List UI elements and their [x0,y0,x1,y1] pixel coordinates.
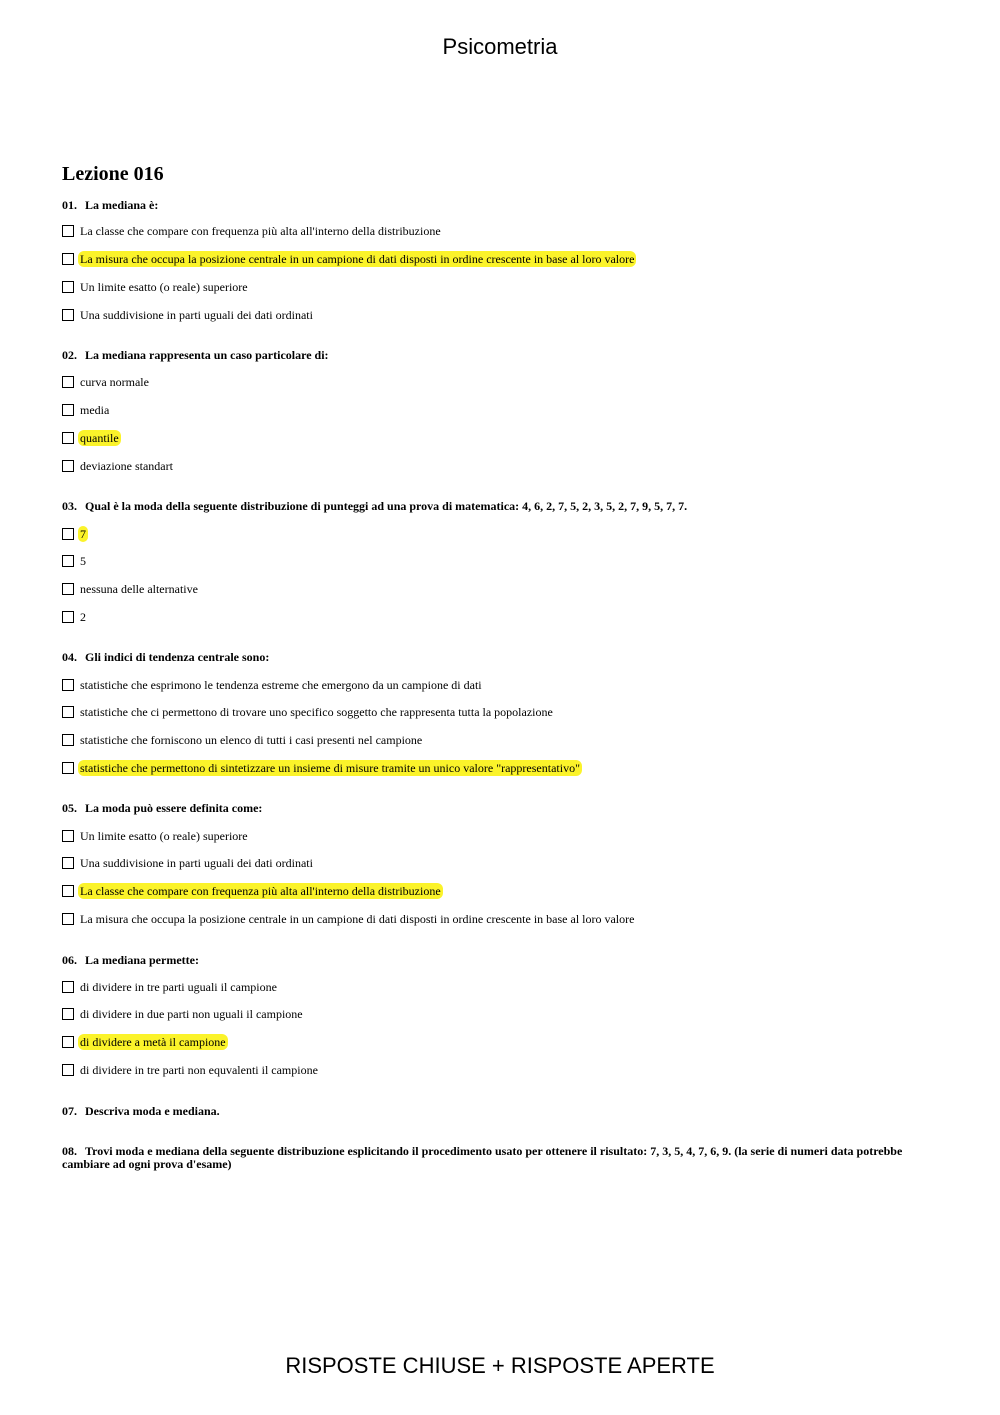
checkbox[interactable] [62,555,74,567]
question-08 [62,1145,922,1171]
answer-option[interactable] [62,609,88,625]
answer-option[interactable] [62,223,443,239]
checkbox[interactable] [62,528,74,540]
question-number: 04. [62,650,77,664]
checkbox[interactable] [62,253,74,265]
checkbox[interactable] [62,679,74,691]
question-text: Trovi moda e mediana della seguente distribuzione esplicitando il procedimento usato per ottenere il risultato: 7, 3, 5, 4, 7, 6, 9. (la serie di numeri data potrebbe cambiare ad ogni prova d'esame) [62,1144,903,1171]
option-text: Una suddivisione in parti uguali dei dati ordinati [80,856,313,870]
question-number: 01. [62,198,77,212]
answer-option[interactable] [62,732,424,748]
question-text: La moda può essere definita come: [85,801,263,815]
checkbox[interactable] [62,1036,74,1048]
answer-option[interactable] [62,526,88,542]
question-07 [62,1105,942,1118]
option-text: statistiche che esprimono le tendenza estreme che emergono da un campione di dati [80,678,482,692]
question-05 [62,801,942,926]
answer-option[interactable] [62,1062,320,1078]
option-text: La classe che compare con frequenza più alta all'interno della distribuzione [80,224,441,238]
question-heading [62,954,942,967]
question-06 [62,953,942,1077]
checkbox[interactable] [62,734,74,746]
question-text: La mediana rappresenta un caso particolare di: [85,348,329,362]
question-number: 06. [62,953,77,967]
option-text: 2 [80,610,86,624]
answer-option[interactable] [62,279,250,295]
checkbox[interactable] [62,981,74,993]
question-04 [62,650,942,775]
option-text-highlighted: di dividere a metà il campione [80,1035,226,1049]
page-footer-text: RISPOSTE CHIUSE + RISPOSTE APERTE [285,1353,715,1378]
answer-option[interactable] [62,1034,228,1050]
answer-option[interactable] [62,828,250,844]
question-02 [62,348,942,473]
option-text: deviazione standart [80,459,173,473]
question-heading [62,1145,922,1171]
answer-option[interactable] [62,979,279,995]
question-heading [62,500,942,513]
answer-option[interactable] [62,760,582,776]
checkbox[interactable] [62,1064,74,1076]
question-text: La mediana permette: [85,953,199,967]
answer-option[interactable] [62,704,555,720]
question-text: Gli indici di tendenza centrale sono: [85,650,270,664]
answer-option[interactable] [62,911,636,927]
checkbox[interactable] [62,762,74,774]
option-text: media [80,403,110,417]
answer-option[interactable] [62,883,443,899]
checkbox[interactable] [62,830,74,842]
answer-option[interactable] [62,553,88,569]
option-text: curva normale [80,375,149,389]
answer-option[interactable] [62,430,121,446]
question-number: 05. [62,801,77,815]
checkbox[interactable] [62,309,74,321]
answer-option[interactable] [62,458,175,474]
option-text-highlighted: 7 [80,527,86,541]
option-text: 5 [80,554,86,568]
question-text: Qual è la moda della seguente distribuzione di punteggi ad una prova di matematica: 4, 6, 2, 7, 5, 2, 3, 5, 2, 7, 9, 5, 7, 7. [85,499,688,513]
answer-option[interactable] [62,307,315,323]
option-text: Un limite esatto (o reale) superiore [80,829,248,843]
checkbox[interactable] [62,885,74,897]
question-number: 07. [62,1104,77,1118]
option-text: di dividere in tre parti non equvalenti il campione [80,1063,318,1077]
checkbox[interactable] [62,857,74,869]
option-text-highlighted: statistiche che permettono di sintetizzare un insieme di misure tramite un unico valore "rappresentativo" [80,761,580,775]
question-heading [62,1105,942,1118]
option-text-highlighted: La misura che occupa la posizione centrale in un campione di dati disposti in ordine crescente in base al loro valore [80,252,635,266]
checkbox[interactable] [62,460,74,472]
checkbox[interactable] [62,611,74,623]
option-text: di dividere in tre parti uguali il campione [80,980,277,994]
question-number: 08. [62,1144,77,1158]
question-heading [62,349,942,362]
option-text: di dividere in due parti non uguali il campione [80,1007,303,1021]
answer-option[interactable] [62,855,315,871]
question-text: La mediana è: [85,198,159,212]
checkbox[interactable] [62,281,74,293]
checkbox[interactable] [62,913,74,925]
answer-option[interactable] [62,251,636,267]
page-header-title: Psicometria [442,34,558,59]
checkbox[interactable] [62,376,74,388]
answer-option[interactable] [62,581,200,597]
checkbox[interactable] [62,225,74,237]
option-text: statistiche che forniscono un elenco di tutti i casi presenti nel campione [80,733,423,747]
option-text: statistiche che ci permettono di trovare uno specifico soggetto che rappresenta tutta la popolazione [80,705,553,719]
answer-option[interactable] [62,374,151,390]
option-text-highlighted: La classe che compare con frequenza più alta all'interno della distribuzione [80,884,441,898]
answer-option[interactable] [62,1006,305,1022]
checkbox[interactable] [62,404,74,416]
option-text: Un limite esatto (o reale) superiore [80,280,248,294]
question-text: Descriva moda e mediana. [85,1104,220,1118]
answer-option[interactable] [62,402,111,418]
question-number: 03. [62,499,77,513]
option-text-highlighted: quantile [80,431,119,445]
checkbox[interactable] [62,583,74,595]
checkbox[interactable] [62,432,74,444]
question-03 [62,499,942,624]
option-text: Una suddivisione in parti uguali dei dati ordinati [80,308,313,322]
question-heading [62,651,942,664]
question-heading [62,802,942,815]
checkbox[interactable] [62,1008,74,1020]
question-heading [62,199,942,212]
checkbox[interactable] [62,706,74,718]
lesson-title: Lezione 016 [62,163,164,185]
option-text: nessuna delle alternative [80,582,198,596]
option-text: La misura che occupa la posizione centrale in un campione di dati disposti in ordine crescente in base al loro valore [80,912,635,926]
answer-option[interactable] [62,677,484,693]
question-01 [62,198,942,322]
question-number: 02. [62,348,77,362]
